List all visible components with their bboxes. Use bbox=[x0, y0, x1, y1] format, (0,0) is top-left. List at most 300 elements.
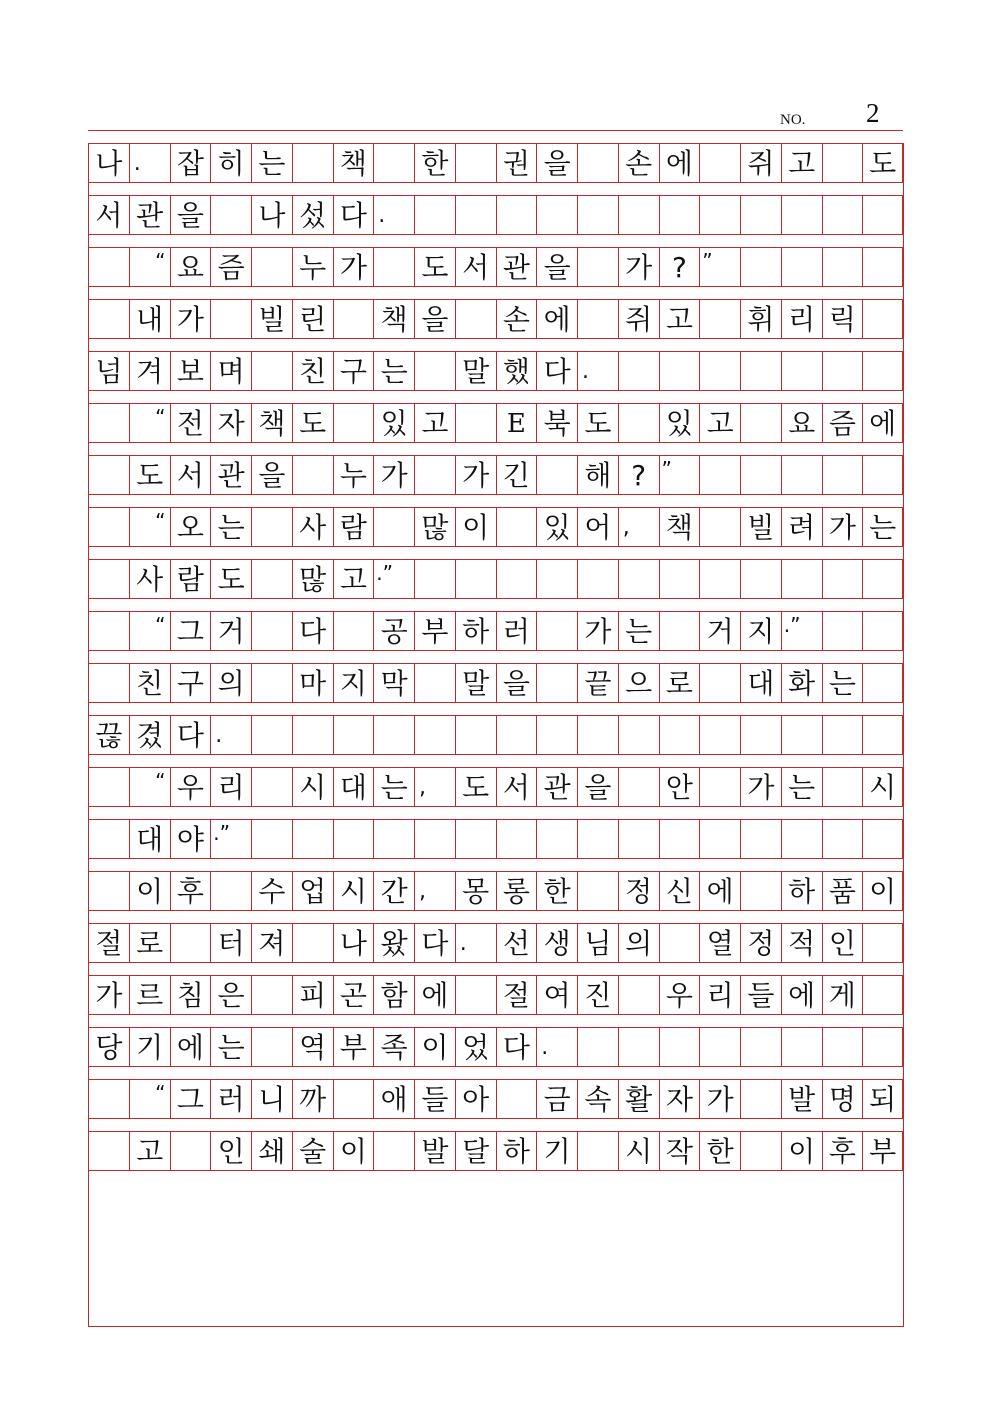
manuscript-cell bbox=[699, 767, 740, 807]
manuscript-cell bbox=[699, 195, 740, 235]
page-number-label: NO. bbox=[780, 112, 806, 128]
manuscript-cell bbox=[740, 1027, 781, 1067]
manuscript-cell bbox=[210, 871, 251, 911]
manuscript-row bbox=[88, 247, 903, 287]
manuscript-cell bbox=[862, 195, 903, 235]
manuscript-cell bbox=[577, 143, 618, 183]
manuscript-cell bbox=[781, 351, 822, 391]
manuscript-cell bbox=[659, 819, 700, 859]
manuscript-cell bbox=[88, 663, 129, 703]
manuscript-cell: 빌 bbox=[740, 507, 781, 547]
manuscript-cell bbox=[496, 819, 537, 859]
manuscript-cell: . bbox=[536, 1027, 577, 1067]
manuscript-cell bbox=[822, 143, 863, 183]
manuscript-cell: 하 bbox=[496, 1131, 537, 1171]
manuscript-cell: 후 bbox=[170, 871, 211, 911]
manuscript-cell: 서 bbox=[170, 455, 211, 495]
manuscript-row bbox=[88, 1027, 903, 1067]
manuscript-cell: 관 bbox=[210, 455, 251, 495]
manuscript-cell bbox=[536, 455, 577, 495]
manuscript-cell bbox=[251, 1027, 292, 1067]
manuscript-cell: 인 bbox=[210, 1131, 251, 1171]
manuscript-cell: 명 bbox=[822, 1079, 863, 1119]
manuscript-cell: 수 bbox=[251, 871, 292, 911]
manuscript-cell bbox=[536, 195, 577, 235]
manuscript-cell: 속 bbox=[577, 1079, 618, 1119]
manuscript-cell bbox=[781, 715, 822, 755]
manuscript-cell: 오 bbox=[170, 507, 211, 547]
manuscript-row bbox=[88, 351, 903, 391]
manuscript-cell: 여 bbox=[536, 975, 577, 1015]
manuscript-cell: 도 bbox=[862, 143, 903, 183]
manuscript-cell: 는 bbox=[210, 1027, 251, 1067]
manuscript-cell: “ bbox=[129, 507, 170, 547]
manuscript-cell: 에 bbox=[781, 975, 822, 1015]
manuscript-cell: “ bbox=[129, 767, 170, 807]
manuscript-cell: 고 bbox=[414, 403, 455, 443]
manuscript-cell bbox=[822, 247, 863, 287]
manuscript-cell bbox=[292, 143, 333, 183]
manuscript-cell: 리 bbox=[210, 767, 251, 807]
manuscript-cell: 가 bbox=[822, 507, 863, 547]
manuscript-cell: 로 bbox=[129, 923, 170, 963]
manuscript-cell: . bbox=[129, 143, 170, 183]
manuscript-cell bbox=[781, 1027, 822, 1067]
manuscript-cell bbox=[333, 819, 374, 859]
manuscript-cell: 왔 bbox=[373, 923, 414, 963]
manuscript-cell bbox=[699, 819, 740, 859]
manuscript-cell: 함 bbox=[373, 975, 414, 1015]
manuscript-cell: 쥐 bbox=[740, 143, 781, 183]
manuscript-cell bbox=[699, 663, 740, 703]
manuscript-cell bbox=[862, 715, 903, 755]
manuscript-cell: 활 bbox=[618, 1079, 659, 1119]
manuscript-cell: 즘 bbox=[210, 247, 251, 287]
manuscript-cell: 가 bbox=[618, 247, 659, 287]
manuscript-cell bbox=[414, 351, 455, 391]
manuscript-cell: 손 bbox=[496, 299, 537, 339]
manuscript-cell bbox=[292, 923, 333, 963]
manuscript-cell: 후 bbox=[822, 1131, 863, 1171]
manuscript-cell: 고 bbox=[659, 299, 700, 339]
manuscript-cell: 러 bbox=[496, 611, 537, 651]
manuscript-cell: 는 bbox=[618, 611, 659, 651]
manuscript-cell bbox=[333, 299, 374, 339]
manuscript-cell: 달 bbox=[455, 1131, 496, 1171]
manuscript-cell bbox=[88, 1131, 129, 1171]
manuscript-cell: 선 bbox=[496, 923, 537, 963]
manuscript-cell: 을 bbox=[251, 455, 292, 495]
manuscript-cell bbox=[414, 195, 455, 235]
manuscript-cell: 리 bbox=[699, 975, 740, 1015]
manuscript-cell: 도 bbox=[210, 559, 251, 599]
manuscript-cell: 누 bbox=[333, 455, 374, 495]
manuscript-cell bbox=[455, 975, 496, 1015]
manuscript-cell: 가 bbox=[88, 975, 129, 1015]
manuscript-cell: 쥐 bbox=[618, 299, 659, 339]
manuscript-cell bbox=[251, 611, 292, 651]
manuscript-cell: 고 bbox=[333, 559, 374, 599]
manuscript-cell: 말 bbox=[455, 351, 496, 391]
manuscript-cell bbox=[88, 819, 129, 859]
manuscript-cell: 을 bbox=[414, 299, 455, 339]
manuscript-cell bbox=[659, 715, 700, 755]
manuscript-cell bbox=[496, 1079, 537, 1119]
manuscript-row bbox=[88, 403, 903, 443]
manuscript-cell bbox=[333, 403, 374, 443]
manuscript-cell bbox=[862, 247, 903, 287]
manuscript-cell bbox=[822, 611, 863, 651]
manuscript-cell: 서 bbox=[88, 195, 129, 235]
manuscript-cell: 어 bbox=[577, 507, 618, 547]
manuscript-cell: 한 bbox=[414, 143, 455, 183]
manuscript-cell: 생 bbox=[536, 923, 577, 963]
header-rule bbox=[88, 130, 903, 131]
manuscript-cell bbox=[740, 403, 781, 443]
manuscript-cell bbox=[577, 871, 618, 911]
manuscript-cell bbox=[536, 663, 577, 703]
manuscript-cell: 친 bbox=[129, 663, 170, 703]
manuscript-cell: 며 bbox=[210, 351, 251, 391]
manuscript-cell: 에 bbox=[699, 871, 740, 911]
manuscript-cell bbox=[333, 611, 374, 651]
manuscript-cell: 누 bbox=[292, 247, 333, 287]
manuscript-cell: 도 bbox=[577, 403, 618, 443]
manuscript-cell: 시 bbox=[618, 1131, 659, 1171]
manuscript-cell: 부 bbox=[333, 1027, 374, 1067]
manuscript-cell bbox=[740, 195, 781, 235]
manuscript-row bbox=[88, 663, 903, 703]
manuscript-cell bbox=[536, 559, 577, 599]
manuscript-cell: 피 bbox=[292, 975, 333, 1015]
manuscript-cell: 당 bbox=[88, 1027, 129, 1067]
manuscript-cell bbox=[740, 559, 781, 599]
manuscript-cell bbox=[659, 195, 700, 235]
manuscript-row bbox=[88, 195, 903, 235]
manuscript-cell: 해 bbox=[577, 455, 618, 495]
manuscript-cell: 에 bbox=[862, 403, 903, 443]
manuscript-cell bbox=[170, 1131, 211, 1171]
manuscript-cell: 책 bbox=[251, 403, 292, 443]
manuscript-cell: 안 bbox=[659, 767, 700, 807]
manuscript-row bbox=[88, 975, 903, 1015]
manuscript-cell: 나 bbox=[333, 923, 374, 963]
manuscript-cell: 지 bbox=[333, 663, 374, 703]
manuscript-cell bbox=[88, 1079, 129, 1119]
manuscript-cell bbox=[740, 455, 781, 495]
manuscript-cell: 는 bbox=[862, 507, 903, 547]
manuscript-cell: 나 bbox=[251, 195, 292, 235]
manuscript-cell: 구 bbox=[170, 663, 211, 703]
manuscript-cell: 쇄 bbox=[251, 1131, 292, 1171]
manuscript-cell: 술 bbox=[292, 1131, 333, 1171]
manuscript-cell bbox=[455, 819, 496, 859]
manuscript-cell: 막 bbox=[373, 663, 414, 703]
manuscript-cell: 작 bbox=[659, 1131, 700, 1171]
manuscript-cell: 은 bbox=[210, 975, 251, 1015]
manuscript-cell bbox=[740, 247, 781, 287]
manuscript-cell: 간 bbox=[373, 871, 414, 911]
manuscript-cell: 금 bbox=[536, 1079, 577, 1119]
manuscript-cell bbox=[414, 819, 455, 859]
manuscript-cell bbox=[618, 715, 659, 755]
manuscript-cell: 가 bbox=[333, 247, 374, 287]
manuscript-cell: 가 bbox=[373, 455, 414, 495]
manuscript-cell bbox=[618, 195, 659, 235]
manuscript-cell: 곤 bbox=[333, 975, 374, 1015]
manuscript-cell: 우 bbox=[659, 975, 700, 1015]
manuscript-cell: ? bbox=[659, 247, 700, 287]
manuscript-cell bbox=[618, 559, 659, 599]
page-number-header bbox=[770, 98, 910, 132]
manuscript-cell bbox=[333, 1079, 374, 1119]
manuscript-cell bbox=[414, 559, 455, 599]
manuscript-row bbox=[88, 819, 903, 859]
manuscript-cell: 님 bbox=[577, 923, 618, 963]
manuscript-cell: 있 bbox=[536, 507, 577, 547]
manuscript-cell: 이 bbox=[129, 871, 170, 911]
manuscript-cell: 하 bbox=[455, 611, 496, 651]
manuscript-cell: 가 bbox=[699, 1079, 740, 1119]
manuscript-cell bbox=[455, 715, 496, 755]
manuscript-cell bbox=[88, 871, 129, 911]
manuscript-cell: , bbox=[414, 767, 455, 807]
manuscript-cell bbox=[699, 299, 740, 339]
manuscript-cell: 리 bbox=[781, 299, 822, 339]
manuscript-cell bbox=[373, 507, 414, 547]
manuscript-cell bbox=[862, 975, 903, 1015]
manuscript-cell bbox=[862, 351, 903, 391]
manuscript-cell bbox=[862, 819, 903, 859]
manuscript-cell: 요 bbox=[170, 247, 211, 287]
manuscript-cell bbox=[496, 559, 537, 599]
manuscript-cell bbox=[862, 299, 903, 339]
manuscript-cell: 손 bbox=[618, 143, 659, 183]
manuscript-cell: 마 bbox=[292, 663, 333, 703]
manuscript-row bbox=[88, 1131, 903, 1171]
manuscript-cell: 우 bbox=[170, 767, 211, 807]
manuscript-row bbox=[88, 715, 903, 755]
manuscript-cell: 친 bbox=[292, 351, 333, 391]
manuscript-cell bbox=[251, 663, 292, 703]
manuscript-cell bbox=[618, 351, 659, 391]
manuscript-cell: 구 bbox=[333, 351, 374, 391]
manuscript-cell: 족 bbox=[373, 1027, 414, 1067]
manuscript-cell bbox=[740, 819, 781, 859]
manuscript-cell: 되 bbox=[862, 1079, 903, 1119]
manuscript-row bbox=[88, 559, 903, 599]
manuscript-cell bbox=[699, 559, 740, 599]
manuscript-cell: 고 bbox=[699, 403, 740, 443]
manuscript-cell bbox=[781, 455, 822, 495]
manuscript-cell bbox=[740, 1131, 781, 1171]
manuscript-cell: 그 bbox=[170, 611, 211, 651]
manuscript-cell bbox=[659, 559, 700, 599]
manuscript-cell: 에 bbox=[536, 299, 577, 339]
manuscript-cell: “ bbox=[129, 403, 170, 443]
manuscript-row bbox=[88, 1079, 903, 1119]
manuscript-row bbox=[88, 611, 903, 651]
manuscript-cell: “ bbox=[129, 1079, 170, 1119]
manuscript-cell bbox=[536, 715, 577, 755]
manuscript-cell: ” bbox=[659, 455, 700, 495]
manuscript-cell bbox=[822, 195, 863, 235]
manuscript-cell: 화 bbox=[781, 663, 822, 703]
manuscript-cell bbox=[659, 611, 700, 651]
manuscript-cell bbox=[251, 819, 292, 859]
manuscript-cell: 이 bbox=[862, 871, 903, 911]
manuscript-cell: 거 bbox=[210, 611, 251, 651]
manuscript-cell: 북 bbox=[536, 403, 577, 443]
manuscript-cell: 절 bbox=[496, 975, 537, 1015]
manuscript-cell: 역 bbox=[292, 1027, 333, 1067]
manuscript-cell bbox=[88, 403, 129, 443]
manuscript-cell bbox=[251, 247, 292, 287]
manuscript-row bbox=[88, 871, 903, 911]
manuscript-cell: 가 bbox=[170, 299, 211, 339]
manuscript-cell: 는 bbox=[251, 143, 292, 183]
manuscript-cell: .” bbox=[373, 559, 414, 599]
manuscript-cell: 겨 bbox=[129, 351, 170, 391]
manuscript-cell bbox=[414, 455, 455, 495]
manuscript-cell bbox=[455, 143, 496, 183]
manuscript-cell bbox=[781, 559, 822, 599]
manuscript-cell bbox=[740, 351, 781, 391]
manuscript-cell: 는 bbox=[373, 351, 414, 391]
manuscript-cell bbox=[699, 507, 740, 547]
manuscript-cell: 절 bbox=[88, 923, 129, 963]
manuscript-cell: 전 bbox=[170, 403, 211, 443]
manuscript-cell: 대 bbox=[333, 767, 374, 807]
manuscript-cell: 다 bbox=[170, 715, 211, 755]
manuscript-cell: 의 bbox=[210, 663, 251, 703]
manuscript-cell: 으 bbox=[618, 663, 659, 703]
manuscript-cell bbox=[414, 715, 455, 755]
manuscript-cell: 게 bbox=[822, 975, 863, 1015]
manuscript-cell bbox=[781, 819, 822, 859]
manuscript-cell: 하 bbox=[781, 871, 822, 911]
manuscript-cell: 을 bbox=[496, 663, 537, 703]
manuscript-cell: 관 bbox=[496, 247, 537, 287]
manuscript-cell bbox=[781, 195, 822, 235]
manuscript-cell bbox=[577, 559, 618, 599]
manuscript-cell: 관 bbox=[536, 767, 577, 807]
manuscript-cell: 있 bbox=[373, 403, 414, 443]
manuscript-cell: 한 bbox=[699, 1131, 740, 1171]
manuscript-cell: 아 bbox=[455, 1079, 496, 1119]
manuscript-cell: 관 bbox=[129, 195, 170, 235]
manuscript-cell bbox=[373, 819, 414, 859]
manuscript-cell bbox=[373, 247, 414, 287]
manuscript-cell: 발 bbox=[414, 1131, 455, 1171]
manuscript-cell bbox=[618, 403, 659, 443]
manuscript-cell bbox=[659, 923, 700, 963]
manuscript-cell bbox=[88, 559, 129, 599]
manuscript-cell bbox=[251, 351, 292, 391]
manuscript-cell: 터 bbox=[210, 923, 251, 963]
manuscript-cell: 었 bbox=[455, 1027, 496, 1067]
manuscript-cell: . bbox=[210, 715, 251, 755]
manuscript-cell: 사 bbox=[129, 559, 170, 599]
manuscript-cell: 져 bbox=[251, 923, 292, 963]
manuscript-cell bbox=[536, 819, 577, 859]
manuscript-cell bbox=[618, 975, 659, 1015]
manuscript-cell: 다 bbox=[536, 351, 577, 391]
manuscript-cell bbox=[292, 715, 333, 755]
manuscript-cell bbox=[862, 559, 903, 599]
manuscript-cell: 침 bbox=[170, 975, 211, 1015]
manuscript-cell bbox=[292, 455, 333, 495]
manuscript-cell: 는 bbox=[822, 663, 863, 703]
manuscript-cell: “ bbox=[129, 247, 170, 287]
manuscript-cell: 적 bbox=[781, 923, 822, 963]
manuscript-cell: 도 bbox=[292, 403, 333, 443]
manuscript-cell: . bbox=[455, 923, 496, 963]
manuscript-cell bbox=[496, 715, 537, 755]
manuscript-cell: 권 bbox=[496, 143, 537, 183]
manuscript-cell: . bbox=[577, 351, 618, 391]
manuscript-cell bbox=[659, 1027, 700, 1067]
manuscript-cell bbox=[740, 871, 781, 911]
manuscript-cell bbox=[88, 299, 129, 339]
manuscript-cell: 발 bbox=[781, 1079, 822, 1119]
manuscript-cell bbox=[699, 143, 740, 183]
manuscript-cell bbox=[577, 247, 618, 287]
manuscript-cell: 이 bbox=[781, 1131, 822, 1171]
manuscript-cell bbox=[822, 1027, 863, 1067]
manuscript-row bbox=[88, 507, 903, 547]
manuscript-cell: 히 bbox=[210, 143, 251, 183]
manuscript-cell: 이 bbox=[455, 507, 496, 547]
manuscript-cell bbox=[699, 715, 740, 755]
manuscript-cell: . bbox=[373, 195, 414, 235]
manuscript-cell bbox=[699, 351, 740, 391]
manuscript-cell: 사 bbox=[292, 507, 333, 547]
manuscript-cell: ” bbox=[699, 247, 740, 287]
manuscript-cell bbox=[210, 299, 251, 339]
manuscript-cell: 다 bbox=[496, 1027, 537, 1067]
manuscript-cell: 요 bbox=[781, 403, 822, 443]
manuscript-cell bbox=[251, 975, 292, 1015]
manuscript-cell: 다 bbox=[292, 611, 333, 651]
manuscript-cell: 이 bbox=[333, 1131, 374, 1171]
manuscript-cell: 한 bbox=[536, 871, 577, 911]
manuscript-cell: 몽 bbox=[455, 871, 496, 911]
manuscript-cell: 넘 bbox=[88, 351, 129, 391]
manuscript-cell: ? bbox=[618, 455, 659, 495]
manuscript-cell: 끝 bbox=[577, 663, 618, 703]
manuscript-cell: 보 bbox=[170, 351, 211, 391]
manuscript-cell bbox=[618, 767, 659, 807]
manuscript-cell bbox=[373, 1131, 414, 1171]
manuscript-cell: 야 bbox=[170, 819, 211, 859]
manuscript-cell: 신 bbox=[659, 871, 700, 911]
manuscript-cell bbox=[740, 1079, 781, 1119]
manuscript-cell: , bbox=[618, 507, 659, 547]
manuscript-cell bbox=[699, 455, 740, 495]
manuscript-cell: 말 bbox=[455, 663, 496, 703]
manuscript-cell bbox=[251, 507, 292, 547]
manuscript-cell: 했 bbox=[496, 351, 537, 391]
manuscript-cell bbox=[455, 195, 496, 235]
manuscript-cell bbox=[659, 351, 700, 391]
manuscript-cell: 다 bbox=[414, 923, 455, 963]
manuscript-cell: 인 bbox=[822, 923, 863, 963]
manuscript-cell: 많 bbox=[292, 559, 333, 599]
manuscript-cell: .” bbox=[210, 819, 251, 859]
manuscript-cell: 나 bbox=[88, 143, 129, 183]
manuscript-cell: 시 bbox=[862, 767, 903, 807]
